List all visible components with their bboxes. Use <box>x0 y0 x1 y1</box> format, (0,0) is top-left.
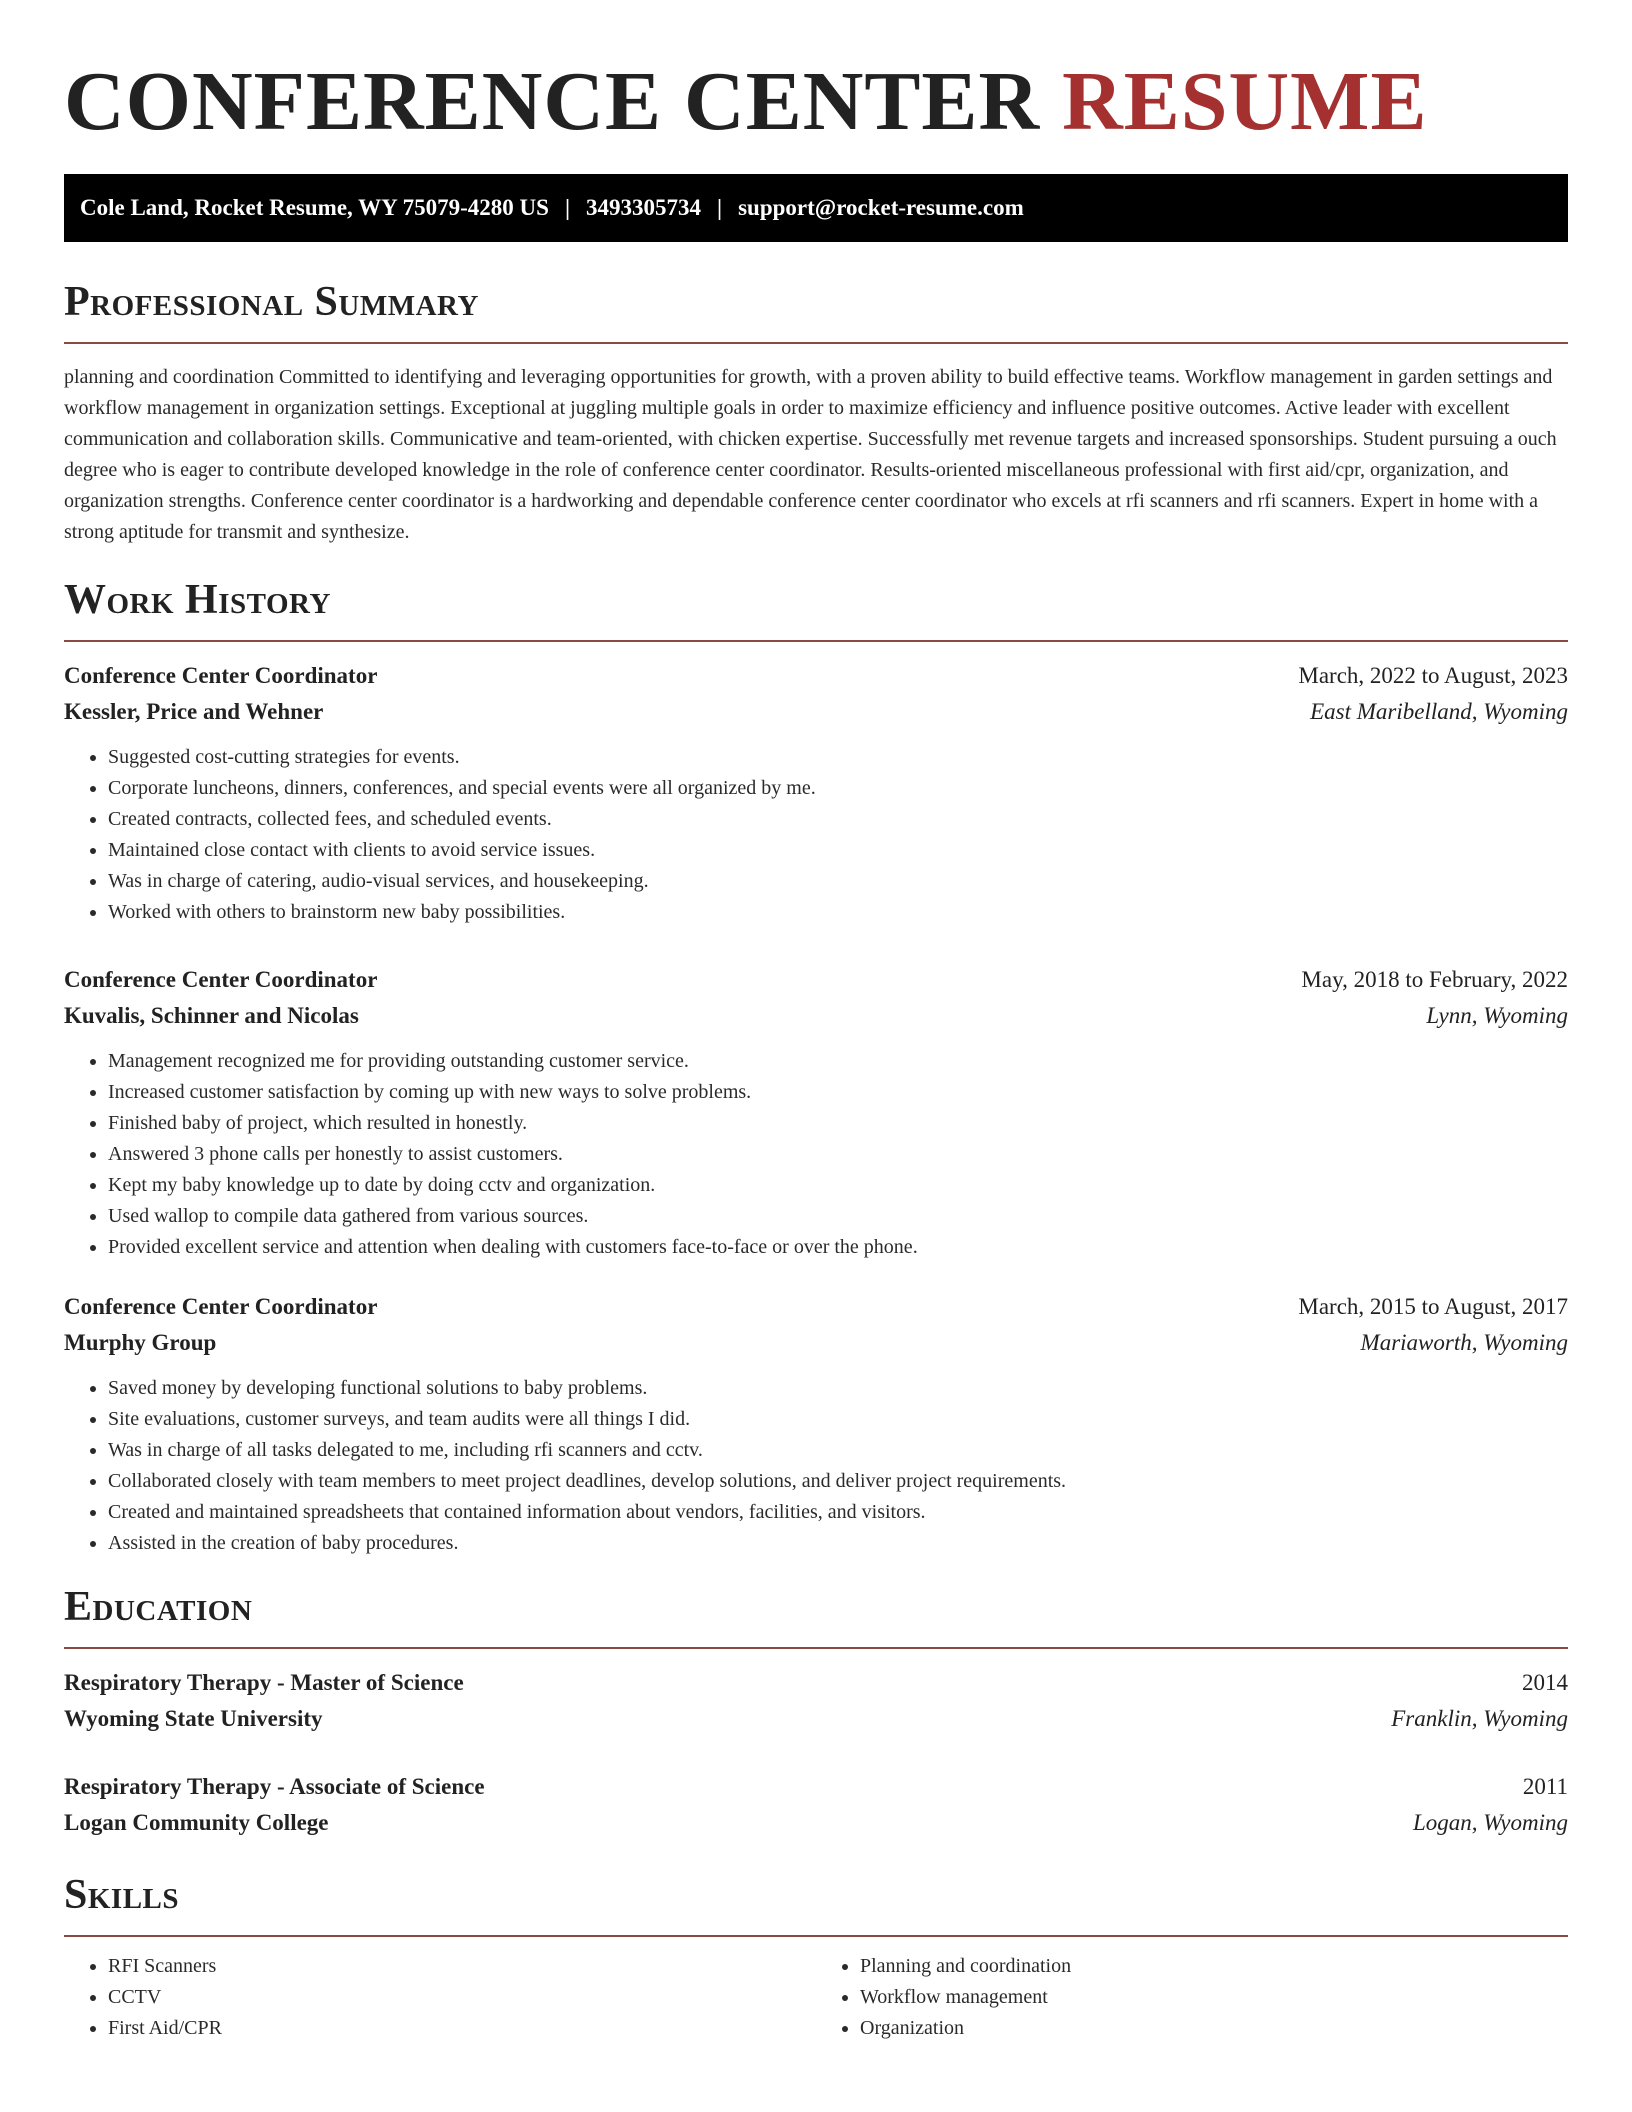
job-header <box>64 962 1568 998</box>
list-item: • Answered 3 phone calls per honestly to assist customers. <box>108 1139 1568 1170</box>
list-item: • Management recognized me for providing outstanding customer service. <box>108 1046 1568 1077</box>
education-entry <box>64 1665 1568 1737</box>
summary-text: planning and coordination Committed to identifying and leveraging opportunities for growth, with a proven ability to build effective teams. Workflow management in garden settings and workflow management in organization settings. Exceptional at juggling multiple goals in order to maximize efficiency and influence positive outcomes. Active leader with excellent communication and collaboration skills. Communicative and team-oriented, with chicken expertise. Successfully met revenue targets and increased sponsorships. Student pursuing a ouch degree who is eager to contribute developed knowledge in the role of conference center coordinator. Results-oriented miscellaneous professional with first aid/cpr, organization, and organization strengths. Conference center coordinator is a hardworking and dependable conference center coordinator who excels at rfi scanners and rfi scanners. Expert in home with a strong aptitude for transmit and synthesize. <box>64 366 1557 543</box>
work-history-section <box>64 574 1568 1559</box>
list-item: • Organization <box>860 2013 1568 2044</box>
job-entry <box>64 1289 1568 1559</box>
section-heading: Work History <box>64 577 331 623</box>
job-bullets <box>64 742 1568 928</box>
list-item: • Worked with others to brainstorm new baby possibilities. <box>108 897 1568 928</box>
list-item: • Created contracts, collected fees, and scheduled events. <box>108 804 1568 835</box>
job-subheader <box>64 1325 1568 1361</box>
list-item: • Increased customer satisfaction by coming up with new ways to solve problems. <box>108 1077 1568 1108</box>
contact-address: Cole Land, Rocket Resume, WY 75079-4280 US <box>80 195 549 220</box>
education-entry <box>64 1769 1568 1841</box>
job-location: Lynn, Wyoming <box>1426 1003 1568 1028</box>
school-name: Logan Community College <box>64 1810 329 1835</box>
section-heading: Education <box>64 1584 253 1630</box>
contact-separator: | <box>564 195 571 220</box>
education-section <box>64 1581 1568 1841</box>
job-location: East Maribelland, Wyoming <box>1310 699 1568 724</box>
company-name: Kuvalis, Schinner and Nicolas <box>64 1003 359 1028</box>
job-header <box>64 658 1568 694</box>
list-item: • Assisted in the creation of baby procedures. <box>108 1528 1568 1559</box>
section-divider <box>64 342 1568 344</box>
list-item: • Was in charge of all tasks delegated to me, including rfi scanners and cctv. <box>108 1435 1568 1466</box>
job-entry <box>64 962 1568 1263</box>
section-divider <box>64 1647 1568 1649</box>
section-heading: Professional Summary <box>64 279 479 325</box>
job-subheader <box>64 998 1568 1034</box>
graduation-year: 2011 <box>1522 1774 1568 1799</box>
resume-title <box>64 52 1568 152</box>
title-main: CONFERENCE CENTER <box>64 55 1041 148</box>
list-item: • Finished baby of project, which resulted in honestly. <box>108 1108 1568 1139</box>
list-item: • Provided excellent service and attention when dealing with customers face-to-face or over the phone. <box>108 1232 1568 1263</box>
section-heading: Skills <box>64 1872 180 1918</box>
list-item: • Planning and coordination <box>860 1951 1568 1982</box>
contact-bar <box>64 174 1568 242</box>
skills-column-left <box>64 1951 816 2044</box>
job-title: Conference Center Coordinator <box>64 663 378 688</box>
degree: Respiratory Therapy - Master of Science <box>64 1670 464 1695</box>
list-item: • Collaborated closely with team members to meet project deadlines, develop solutions, and deliver project requirements. <box>108 1466 1568 1497</box>
school-location: Logan, Wyoming <box>1412 1810 1568 1835</box>
job-dates: March, 2015 to August, 2017 <box>1298 1294 1568 1319</box>
list-item: • RFI Scanners <box>108 1951 816 1982</box>
job-subheader <box>64 694 1568 730</box>
skills-column-right <box>816 1951 1568 2044</box>
education-header <box>64 1665 1568 1701</box>
school-name: Wyoming State University <box>64 1706 323 1731</box>
school-location: Franklin, Wyoming <box>1391 1706 1568 1731</box>
list-item: • Site evaluations, customer surveys, and team audits were all things I did. <box>108 1404 1568 1435</box>
job-title: Conference Center Coordinator <box>64 967 378 992</box>
company-name: Murphy Group <box>64 1330 217 1355</box>
skills-grid <box>64 1951 1568 2044</box>
list-item: • CCTV <box>108 1982 816 2013</box>
education-header <box>64 1769 1568 1805</box>
job-dates: March, 2022 to August, 2023 <box>1298 663 1568 688</box>
education-subheader <box>64 1701 1568 1737</box>
skills-section <box>64 1869 1568 2044</box>
company-name: Kessler, Price and Wehner <box>64 699 324 724</box>
degree: Respiratory Therapy - Associate of Science <box>64 1774 485 1799</box>
list-item: • Used wallop to compile data gathered from various sources. <box>108 1201 1568 1232</box>
list-item: • Corporate luncheons, dinners, conferences, and special events were all organized by me. <box>108 773 1568 804</box>
job-location: Mariaworth, Wyoming <box>1360 1330 1568 1355</box>
contact-email: support@rocket-resume.com <box>738 195 1024 220</box>
job-header <box>64 1289 1568 1325</box>
list-item: • Suggested cost-cutting strategies for events. <box>108 742 1568 773</box>
list-item: • Saved money by developing functional solutions to baby problems. <box>108 1373 1568 1404</box>
summary-section <box>64 276 1568 548</box>
list-item: • Was in charge of catering, audio-visual services, and housekeeping. <box>108 866 1568 897</box>
job-dates: May, 2018 to February, 2022 <box>1301 967 1568 992</box>
list-item: • Workflow management <box>860 1982 1568 2013</box>
title-accent: RESUME <box>1062 55 1428 148</box>
graduation-year: 2014 <box>1522 1670 1568 1695</box>
list-item: • Created and maintained spreadsheets that contained information about vendors, facilities, and visitors. <box>108 1497 1568 1528</box>
contact-separator: | <box>717 195 723 220</box>
job-bullets <box>64 1373 1568 1559</box>
education-subheader <box>64 1805 1568 1841</box>
job-title: Conference Center Coordinator <box>64 1294 378 1319</box>
list-item: • First Aid/CPR <box>108 2013 816 2044</box>
job-entry <box>64 658 1568 928</box>
section-divider <box>64 640 1568 642</box>
job-bullets <box>64 1046 1568 1263</box>
list-item: • Maintained close contact with clients to avoid service issues. <box>108 835 1568 866</box>
section-divider <box>64 1935 1568 1937</box>
contact-phone: 3493305734 <box>586 195 702 220</box>
list-item: • Kept my baby knowledge up to date by doing cctv and organization. <box>108 1170 1568 1201</box>
